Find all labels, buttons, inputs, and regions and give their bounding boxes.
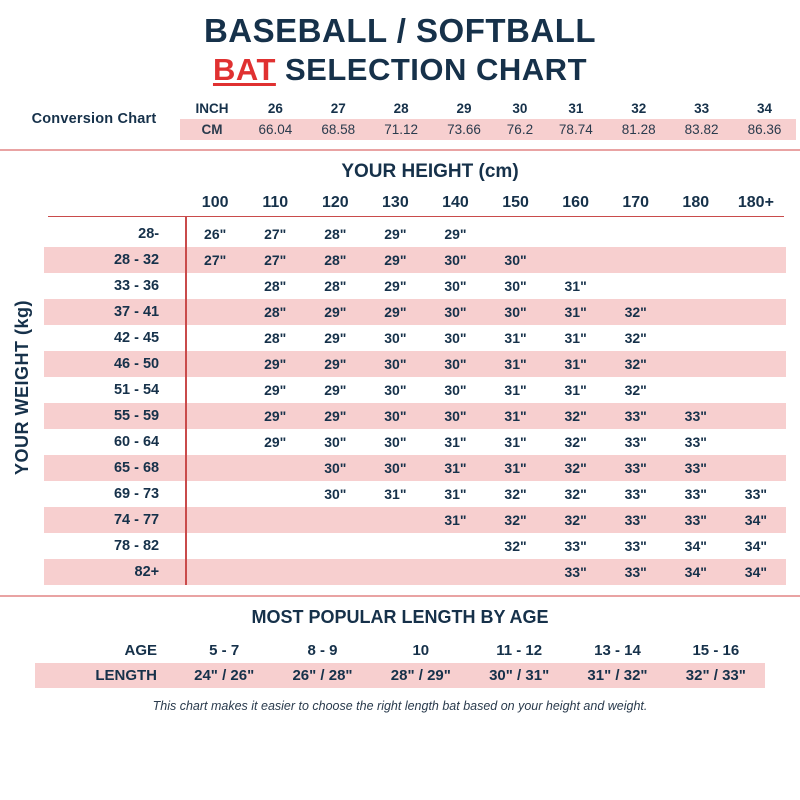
matrix-cell: 33" [624,485,647,502]
page-title-line-1: BASEBALL / SOFTBALL [203,12,597,49]
matrix-cell: 30" [384,407,407,424]
matrix-cell [726,455,786,481]
length-cell: 31" / 32" [587,666,648,684]
footnote-text: This chart makes it easier to choose the right length bat based on your height and weight. [152,698,648,713]
conversion-inch-label: INCH [195,100,229,116]
conversion-cm-cell: 66.04 [258,121,293,137]
matrix-height-header: 180 [682,193,710,211]
matrix-cell: 29" [264,355,287,372]
age-section [0,607,800,713]
matrix-cell: 31" [444,459,467,476]
matrix-cell [185,403,245,429]
matrix-height-header: 180+ [737,193,774,211]
matrix-cell: 32" [624,329,647,346]
matrix-row [44,507,786,533]
conversion-cm-cell: 68.58 [321,121,356,137]
matrix-cell: 28" [264,329,287,346]
matrix-row [44,455,786,481]
matrix-cell: 34" [684,563,707,580]
matrix-cell [726,273,786,299]
matrix-cell: 30" [444,251,467,268]
matrix-row [44,403,786,429]
matrix-cell [185,325,245,351]
matrix-weight-label: 60 - 64 [113,433,160,450]
age-cell: 11 - 12 [496,641,543,659]
age-cell: 5 - 7 [209,641,240,659]
matrix-cell: 30" [444,381,467,398]
matrix-cell [185,299,245,325]
matrix-cell: 32" [504,511,527,528]
matrix-cell: 33" [624,459,647,476]
matrix-cell: 31" [504,433,527,450]
age-label: AGE [124,641,157,659]
conversion-chart [0,98,800,140]
matrix-cell: 34" [744,563,768,580]
matrix-cell: 33" [624,511,647,528]
matrix-cell [666,247,726,273]
matrix-cell: 31" [564,277,587,294]
length-cell: 32" / 33" [685,666,746,684]
matrix-cell: 30" [324,459,347,476]
length-cell: 28" / 29" [390,666,451,684]
matrix-cell: 28" [264,303,287,320]
matrix-row [44,481,786,507]
matrix-cell: 29" [384,225,407,242]
conversion-inch-cell: 31 [568,100,584,116]
matrix-cell: 29" [324,407,347,424]
matrix-cell: 29" [264,433,287,450]
matrix-cell: 31" [564,329,587,346]
matrix-cell: 31" [504,329,527,346]
matrix-cell [365,533,425,559]
age-cell: 8 - 9 [307,641,338,659]
matrix-cell: 32" [624,303,647,320]
matrix-cell: 30" [444,277,467,294]
conversion-inch-row [180,98,796,119]
conversion-cm-cell: 83.82 [684,121,719,137]
matrix-cell: 33" [564,537,587,554]
age-cell: 15 - 16 [692,641,740,659]
matrix-cell: 30" [444,303,467,320]
matrix-weight-label: 46 - 50 [113,355,160,372]
page-title-line-2 [0,52,800,88]
matrix-cell: 30" [504,303,527,320]
matrix-row [44,377,786,403]
conversion-inch-cell: 27 [330,100,346,116]
conversion-inch-cell: 26 [267,100,283,116]
matrix-cell: 32" [564,485,587,502]
matrix-cell [365,507,425,533]
matrix-cell [726,247,786,273]
matrix-cell: 31" [384,485,407,502]
matrix-row [44,273,786,299]
matrix-weight-label: 28- [138,225,160,242]
matrix-cell: 31" [504,355,527,372]
matrix-weight-label: 42 - 45 [113,329,160,346]
matrix-cell [606,221,666,247]
matrix-cell: 31" [504,381,527,398]
matrix-height-header: 130 [382,193,409,211]
matrix-cell: 31" [444,511,467,528]
page-title-bat-highlight: BAT [212,51,276,87]
matrix-cell [185,273,245,299]
matrix-cell: 34" [744,537,768,554]
matrix-weight-label: 33 - 36 [113,277,160,294]
matrix-weight-label: 55 - 59 [113,407,160,424]
matrix-cell [185,507,245,533]
matrix-cell: 34" [684,537,707,554]
matrix-cell: 33" [624,433,647,450]
conversion-cm-row [180,119,796,140]
matrix-cell [666,325,726,351]
matrix-row [44,533,786,559]
matrix-cell: 32" [564,407,587,424]
matrix-cell [726,299,786,325]
matrix-cell: 33" [684,459,707,476]
matrix-cell: 27" [204,251,227,268]
matrix-cell [425,533,485,559]
matrix-cell [305,559,365,585]
matrix-cell: 30" [324,485,347,502]
y-axis-title-text: YOUR WEIGHT (kg) [11,300,32,476]
matrix-cell: 28" [324,251,347,268]
bat-length-matrix [44,191,786,585]
conversion-cm-cell: 71.12 [384,121,419,137]
age-length-table [35,638,765,688]
matrix-cell [305,507,365,533]
matrix-cell: 30" [384,381,407,398]
matrix-cell: 28" [324,225,347,242]
length-cell: 30" / 31" [489,666,550,684]
matrix-cell [245,455,305,481]
matrix-cell: 32" [624,381,647,398]
matrix-cell: 32" [564,459,587,476]
matrix-weight-label: 78 - 82 [113,537,160,554]
matrix-row [44,351,786,377]
matrix-cell [185,377,245,403]
matrix-cell: 31" [564,303,587,320]
conversion-cm-cell: 86.36 [747,121,782,137]
matrix-cell: 28" [324,277,347,294]
matrix-cell: 29" [264,407,287,424]
matrix-height-header: 170 [622,193,650,211]
conversion-cm-cell: 76.2 [506,121,534,137]
conversion-cm-label: CM [201,121,223,137]
matrix-cell: 31" [504,459,527,476]
matrix-cell: 29" [444,225,467,242]
matrix-cell: 31" [444,485,467,502]
matrix-cell [185,533,245,559]
matrix-cell [726,221,786,247]
matrix-cell: 31" [444,433,467,450]
matrix-cell [245,559,305,585]
conversion-inch-cell: 33 [694,100,710,116]
matrix-cell: 29" [384,303,407,320]
matrix-cell [245,533,305,559]
matrix-weight-label: 69 - 73 [113,485,160,502]
matrix-cell [666,221,726,247]
matrix-cell: 30" [384,433,407,450]
y-axis-title [0,191,44,585]
matrix-wrapper [0,191,800,585]
matrix-height-header: 150 [502,193,529,211]
matrix-cell [546,221,606,247]
age-row [35,638,765,663]
matrix-cell [666,299,726,325]
matrix-weight-label: 82+ [134,563,160,580]
matrix-cell [185,429,245,455]
matrix-cell [245,481,305,507]
matrix-cell: 33" [684,511,707,528]
matrix-cell [185,481,245,507]
matrix-cell [726,377,786,403]
conversion-inch-cell: 29 [456,100,472,116]
matrix-cell: 33" [624,407,647,424]
matrix-cell [486,221,546,247]
conversion-inch-cell: 30 [512,100,528,116]
matrix-cell [726,403,786,429]
matrix-cell: 29" [384,251,407,268]
conversion-cm-cell: 78.74 [558,121,593,137]
matrix-cell: 31" [564,381,587,398]
matrix-height-header: 160 [562,193,589,211]
conversion-cm-cell: 73.66 [447,121,481,137]
matrix-cell [666,273,726,299]
matrix-cell [606,273,666,299]
matrix-cell [726,351,786,377]
matrix-cell: 30" [444,329,467,346]
matrix-cell: 29" [384,277,407,294]
conversion-chart-label: Conversion Chart [31,110,157,127]
matrix-cell: 30" [444,355,467,372]
matrix-cell [606,247,666,273]
age-cell: 13 - 14 [594,641,641,659]
matrix-cell: 33" [624,537,647,554]
matrix-cell: 34" [744,511,768,528]
matrix-cell: 32" [564,433,587,450]
matrix-cell: 33" [564,563,587,580]
matrix-cell: 31" [504,407,527,424]
matrix-cell: 29" [324,329,347,346]
x-axis-title: YOUR HEIGHT (cm) [341,160,519,182]
matrix-cell: 30" [384,329,407,346]
conversion-inch-cell: 34 [756,100,773,116]
length-label: LENGTH [95,666,157,684]
matrix-height-header: 100 [201,193,229,211]
matrix-cell: 29" [264,381,287,398]
matrix-cell: 30" [504,251,527,268]
matrix-cell: 31" [564,355,587,372]
conversion-table [180,98,796,140]
matrix-cell: 33" [684,407,707,424]
conversion-cm-cell: 81.28 [621,121,656,137]
age-section-title: MOST POPULAR LENGTH BY AGE [251,606,549,627]
matrix-cell [185,455,245,481]
matrix-row [44,559,786,585]
vertical-divider [185,216,187,585]
matrix-row [44,299,786,325]
matrix-cell [245,507,305,533]
matrix-weight-label: 28 - 32 [113,251,160,268]
matrix-cell: 32" [624,355,647,372]
matrix-row [44,429,786,455]
matrix-height-header: 140 [442,193,469,211]
matrix-cell [365,559,425,585]
matrix-row [44,247,786,273]
matrix-cell: 28" [264,277,287,294]
matrix-cell: 30" [384,459,407,476]
conversion-inch-cell: 32 [631,100,647,116]
height-weight-section [0,151,800,585]
matrix-cell: 30" [504,277,527,294]
chart-title-block [0,0,800,88]
matrix-weight-label: 37 - 41 [113,303,160,320]
matrix-cell: 29" [324,355,347,372]
matrix-cell: 32" [564,511,587,528]
matrix-cell: 29" [324,303,347,320]
matrix-weight-label: 51 - 54 [113,381,160,398]
matrix-row [44,221,786,247]
matrix-cell: 32" [504,485,527,502]
matrix-cell [726,429,786,455]
length-cell: 24" / 26" [194,666,255,684]
matrix-cell: 33" [624,563,647,580]
matrix-cell [425,559,485,585]
matrix-cell [726,325,786,351]
matrix-cell: 27" [264,225,287,242]
matrix-cell: 30" [444,407,467,424]
age-cell: 10 [412,641,430,659]
matrix-cell: 30" [324,433,347,450]
length-row [35,663,765,688]
divider-bottom [0,595,800,597]
conversion-inch-cell: 28 [393,100,409,116]
page-title-line-2-rest: SELECTION CHART [275,51,588,87]
matrix-cell: 33" [684,433,707,450]
matrix-cell [486,559,546,585]
matrix-cell: 33" [684,485,707,502]
matrix-row [44,325,786,351]
matrix-cell: 29" [324,381,347,398]
header-underline [48,216,784,217]
matrix-cell [185,559,245,585]
matrix-cell [666,351,726,377]
matrix-cell [305,533,365,559]
matrix-cell [546,247,606,273]
matrix-cell: 32" [504,537,527,554]
matrix-weight-label: 74 - 77 [113,511,160,528]
matrix-cell [185,351,245,377]
matrix-height-header: 110 [262,193,289,211]
length-cell: 26" / 28" [292,666,353,684]
matrix-weight-label: 65 - 68 [113,459,160,476]
matrix-cell: 27" [264,251,287,268]
matrix-height-header: 120 [321,193,349,211]
matrix-cell: 26" [204,225,227,242]
matrix-cell: 30" [384,355,407,372]
matrix-cell: 33" [744,485,768,502]
matrix-cell [666,377,726,403]
